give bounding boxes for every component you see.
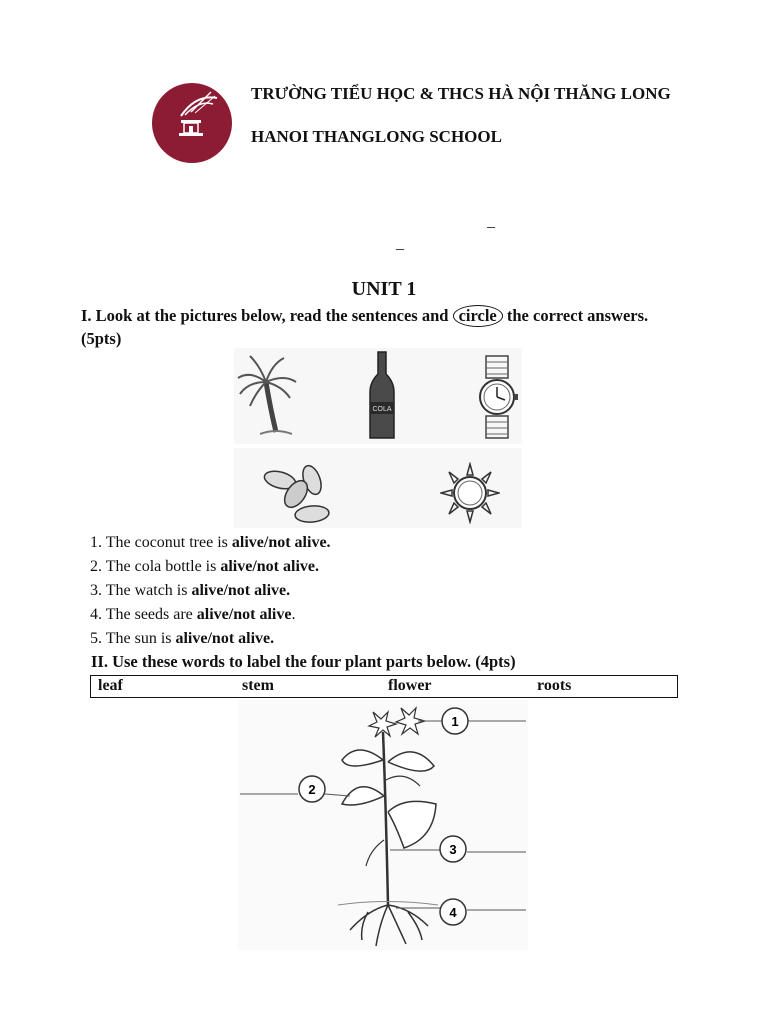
word-stem: stem — [242, 677, 274, 694]
answer-choice[interactable]: alive/not alive — [196, 606, 292, 623]
watch-image — [476, 354, 520, 440]
school-logo — [151, 82, 233, 164]
label-number-2: 2 — [308, 782, 316, 797]
question-item: 4. The seeds are alive/not alive. — [90, 606, 296, 623]
label-number-1: 1 — [451, 714, 459, 729]
answer-choice[interactable]: alive/not alive — [231, 534, 327, 551]
sun-image — [440, 462, 500, 524]
label-number-3: 3 — [449, 842, 457, 857]
word-roots: roots — [537, 677, 572, 694]
circled-word: circle — [453, 305, 503, 327]
plant-diagram — [238, 700, 528, 950]
seeds-image — [262, 464, 332, 526]
school-name-vn: TRƯỜNG TIỂU HỌC & THCS HÀ NỘI THĂNG LONG — [251, 84, 671, 103]
blank-mark: _ — [487, 213, 495, 230]
question-item: 5. The sun is alive/not alive. — [90, 630, 275, 647]
word-flower: flower — [388, 677, 432, 694]
answer-choice[interactable]: alive/not alive — [220, 558, 315, 575]
label-number-4: 4 — [449, 905, 457, 920]
question-item: 1. The coconut tree is alive/not alive. — [90, 534, 331, 551]
cola-bottle-image — [366, 350, 398, 442]
cola-label: COLA — [372, 406, 392, 413]
answer-choice[interactable]: alive/not alive — [191, 582, 287, 599]
blank-mark: _ — [396, 235, 404, 252]
question-list — [90, 531, 331, 651]
question-item: 3. The watch is alive/not alive. — [90, 582, 291, 599]
section1-instruction: I. Look at the pictures below, read the sentences and circle the correct answers.(5pts) — [81, 306, 649, 348]
word-leaf: leaf — [98, 677, 123, 694]
coconut-tree-image — [236, 352, 298, 436]
question-item: 2. The cola bottle is alive/not alive. — [90, 558, 319, 575]
word-bank — [90, 675, 678, 698]
answer-choice[interactable]: alive/not alive — [175, 630, 271, 647]
section2-instruction: II. Use these words to label the four plant parts below. (4pts) — [91, 652, 516, 671]
school-name-en: HANOI THANGLONG SCHOOL — [251, 127, 502, 146]
unit-title: UNIT 1 — [351, 278, 417, 300]
